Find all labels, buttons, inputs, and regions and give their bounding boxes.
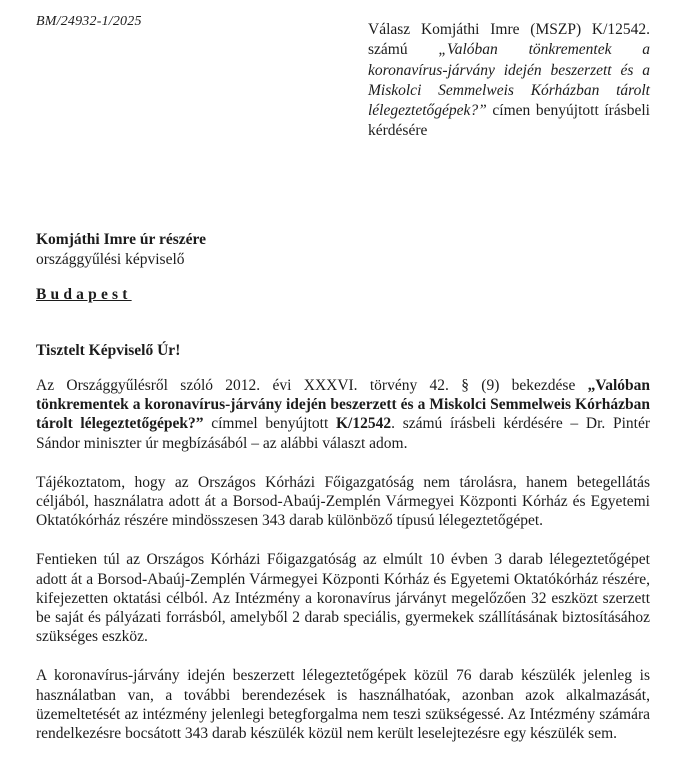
addressee-block (36, 230, 206, 270)
p1-intro: Az Országgyűlésről szóló 2012. évi XXXVI. törvény 42. § (9) bekezdése (36, 377, 588, 394)
subject-title: „Valóban tönkrementek a koronavírus-járvány idején beszerzett és a Miskolci Semmelweis Kórházban tárolt lélegeztetőgépek?” (368, 41, 650, 120)
city: Budapest (36, 286, 132, 303)
p1-end: . számú írásbeli kérdésére – Dr. Pintér Sándor miniszter úr megbízásából – az alábbi választ adom. (36, 415, 650, 452)
paragraph-2: Tájékoztatom, hogy az Országos Kórházi Főigazgatóság nem tárolásra, hanem betegellátás céljából, használatra adott át a Borsod-Abaúj-Zemplén Vármegyei Központi Kórház és Egyetemi Oktatókórház részére mindösszesen 343 darab különböző típusú lélegeztetőgépet. (36, 473, 650, 530)
addressee-name: Komjáthi Imre úr részére (36, 231, 207, 248)
paragraph-3: Fentieken túl az Országos Kórházi Főigazgatóság az elmúlt 10 évben 3 darab lélegeztetőgépet adott át a Borsod-Abaúj-Zemplén Vármegyei Központi Kórház és Egyetemi Oktatókórház részére, kifejezetten oktatási célból. Az Intézmény a koronavírus járványt megelőzően 32 eszközt szerzett be saját és pályázati forrásból, amelyből 2 darab speciális, gyermekek szállításának biztosításához szükséges eszköz. (36, 551, 650, 646)
p1-middle: címmel benyújtott (203, 415, 336, 433)
reference-number: BM/24932-1/2025 (36, 14, 142, 29)
subject-suffix: címen benyújtott írásbeli kérdésére (368, 102, 650, 140)
subject-prefix: Válasz Komjáthi Imre (MSZP) K/12542. számú (368, 21, 650, 59)
addressee-role: országgyűlési képviselő (36, 251, 185, 268)
p1-question-number: K/12542 (336, 415, 392, 433)
p1-question-title: „Valóban tönkrementek a koronavírus-járvány idején beszerzett és a Miskolci Semmelweis Kórházban tárolt lélegeztetőgépek?” (36, 377, 650, 433)
paragraph-1 (36, 376, 650, 453)
subject-block (368, 20, 650, 142)
paragraph-4: A koronavírus-járvány idején beszerzett lélegeztetőgépek közül 76 darab készülék jelenleg is használatban van, a további berendezések is használhatóak, azonban azok alkalmazását, üzemeltetését az intézmény jelenlegi betegforgalma nem teszi szükségessé. Az Intézmény számára rendelkezésre bocsátott 343 darab készülék közül nem került leselejtezésre egy készülék sem. (36, 667, 650, 743)
salutation: Tisztelt Képviselő Úr! (36, 342, 181, 359)
letter-body (36, 376, 650, 763)
